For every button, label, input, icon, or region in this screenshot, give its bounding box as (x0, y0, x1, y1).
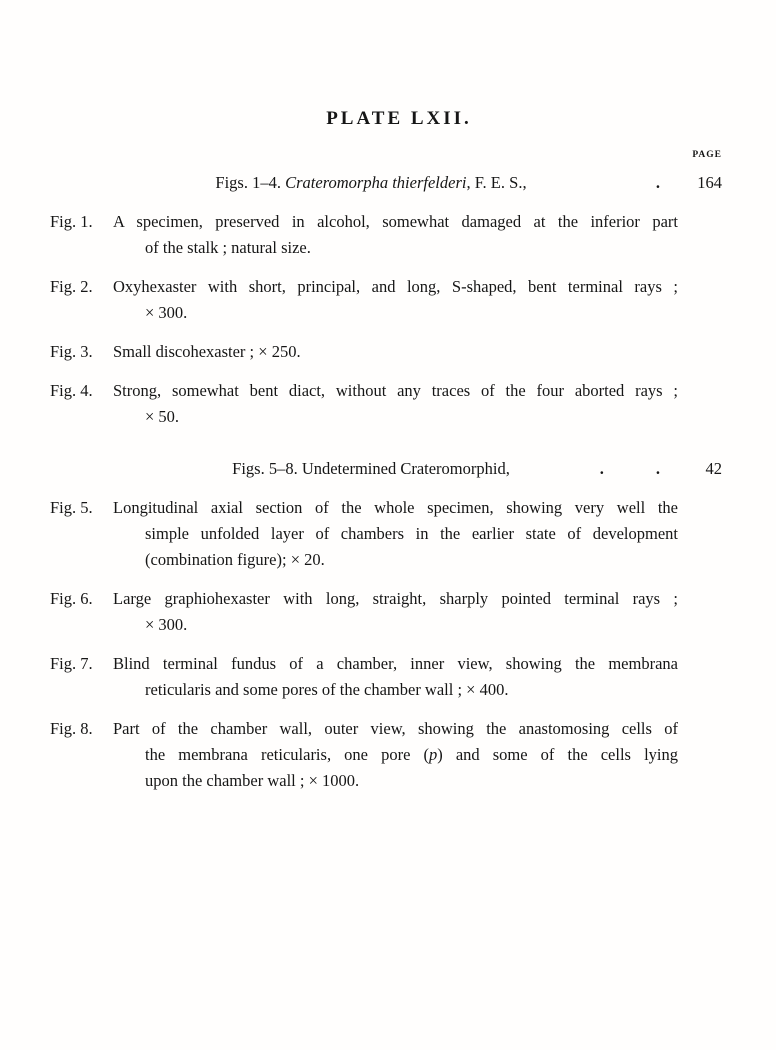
entry-line (113, 586, 678, 612)
sections (50, 170, 722, 794)
figure-entry (50, 495, 722, 573)
figure-entry (50, 339, 722, 365)
leader-dots (600, 456, 660, 482)
page-content (50, 0, 722, 794)
figure-label: Fig. 7. (50, 654, 93, 673)
figure-label: Fig. 1. (50, 212, 93, 231)
entries (50, 495, 722, 794)
line-segment: Small discohexaster ; × 250. (113, 342, 301, 361)
section (50, 170, 722, 430)
line-segment: × 300. (145, 303, 188, 322)
line-segment: Strong, somewhat bent diact, without any traces of the four aborted rays ; (113, 381, 678, 400)
leader-dot: . (655, 173, 660, 192)
line-segment: the membrana reticularis, one pore ( (145, 745, 429, 764)
line-segment: Large graphiohexaster with long, straight, sharply pointed terminal rays ; (113, 589, 678, 608)
figure-label: Fig. 5. (50, 498, 93, 517)
entry-line (145, 677, 678, 703)
line-segment: Longitudinal axial section of the whole specimen, showing very well the (113, 498, 678, 517)
leader-dot: . (599, 459, 604, 478)
line-segment: Blind terminal fundus of a chamber, inner view, showing the membrana (113, 654, 678, 673)
figure-label: Fig. 2. (50, 277, 93, 296)
entry-lines (113, 716, 678, 794)
line-segment: (combination figure); × 20. (145, 550, 325, 569)
entry-line (113, 209, 678, 235)
section-heading (50, 170, 722, 196)
figure-label: Fig. 8. (50, 719, 93, 738)
plate-title: PLATE LXII. (326, 108, 472, 129)
figure-entry (50, 716, 722, 794)
entry-line (145, 300, 678, 326)
entry-lines (113, 651, 678, 703)
figure-entry (50, 651, 722, 703)
entry-line (113, 378, 678, 404)
line-segment: × 300. (145, 615, 188, 634)
figure-label: Fig. 4. (50, 381, 93, 400)
line-segment: Oxyhexaster with short, principal, and long, S-shaped, bent terminal rays ; (113, 277, 678, 296)
line-segment: A specimen, preserved in alcohol, somewhat damaged at the inferior part (113, 212, 678, 231)
figure-entry (50, 274, 722, 326)
section-heading (50, 456, 722, 482)
entry-lines (113, 274, 678, 326)
line-segment: Figs. 5–8. Undetermined Crateromorphid, (232, 459, 510, 478)
page-number: 164 (697, 173, 722, 192)
figure-label: Fig. 3. (50, 342, 93, 361)
figure-entry (50, 209, 722, 261)
entry-line (145, 742, 678, 768)
line-segment: upon the chamber wall ; × 1000. (145, 771, 360, 790)
entry-line (113, 274, 678, 300)
line-segment: Part of the chamber wall, outer view, showing the anastomosing cells of (113, 719, 678, 738)
entries (50, 209, 722, 430)
entry-lines (113, 495, 678, 573)
line-segment: of the stalk ; natural size. (145, 238, 311, 257)
line-segment: simple unfolded layer of chambers in the earlier state of development (145, 524, 678, 543)
leader-dot: . (655, 459, 660, 478)
page-column-label: PAGE (692, 150, 722, 160)
entry-line (145, 235, 678, 261)
entry-lines (113, 339, 678, 365)
entry-line (113, 651, 678, 677)
line-segment: reticularis and some pores of the chamber wall ; × 400. (145, 680, 509, 699)
entry-line (145, 612, 678, 638)
entry-lines (113, 586, 678, 638)
line-segment: , F. E. S., (466, 173, 527, 192)
entry-line (145, 547, 678, 573)
line-segment: Figs. 1–4. (215, 173, 286, 192)
line-segment: Crateromorpha thierfelderi (285, 173, 467, 192)
entry-line (145, 404, 678, 430)
leader-dots (656, 170, 660, 196)
entry-line (145, 521, 678, 547)
entry-line (113, 716, 678, 742)
entry-line (113, 495, 678, 521)
line-segment: p (428, 745, 438, 764)
entry-line (145, 768, 678, 794)
entry-line (113, 339, 678, 365)
line-segment: ) and some of the cells lying (437, 745, 678, 764)
page-number: 42 (705, 459, 722, 478)
figure-entry (50, 378, 722, 430)
heading-text (50, 456, 692, 482)
figure-label: Fig. 6. (50, 589, 93, 608)
entry-lines (113, 209, 678, 261)
heading-text (50, 170, 692, 196)
section (50, 456, 722, 794)
entry-lines (113, 378, 678, 430)
line-segment: × 50. (145, 407, 180, 426)
figure-entry (50, 586, 722, 638)
